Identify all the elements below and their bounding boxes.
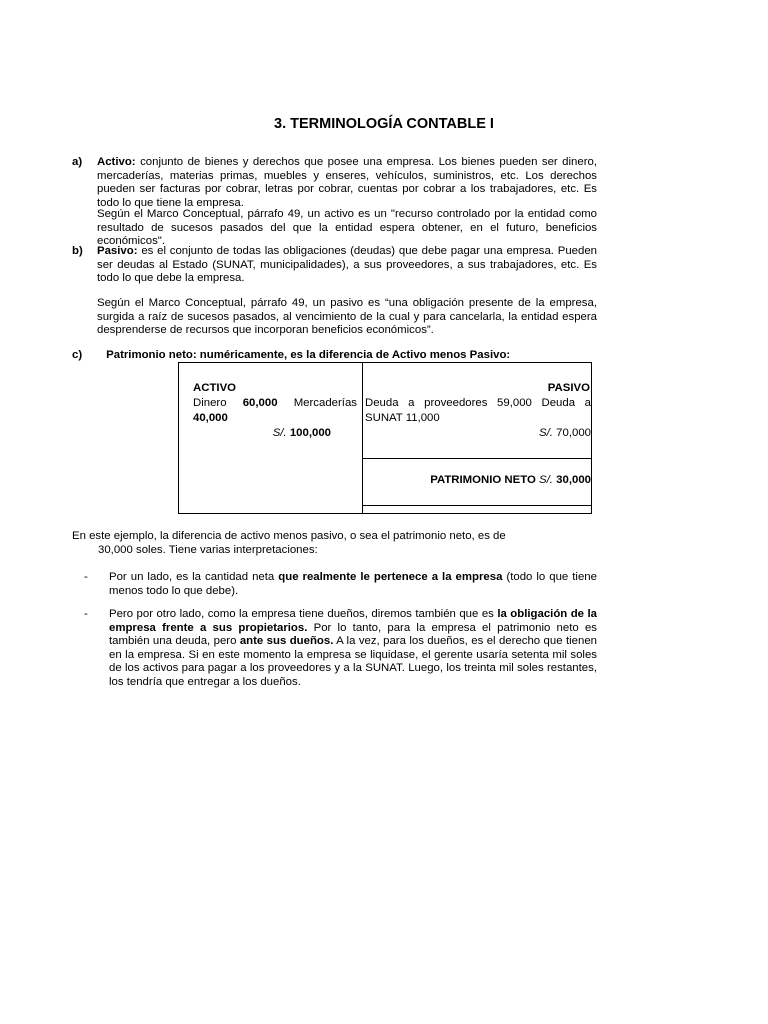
pasivo-detail: Deuda a proveedores 59,000 Deuda a SUNAT 11,000	[365, 397, 591, 424]
activo-total	[193, 426, 331, 441]
patrimonio-neto-row	[365, 473, 591, 488]
item-marker: c)	[72, 349, 83, 361]
bullet-emphasis: que realmente le pertenece a la empresa	[278, 571, 503, 583]
bullet-text: A la vez, para los dueños, es el derecho que tienen en la empresa. Si en este momento la empresa se liquidase, el gerente usaría setenta mil soles de los activos para pagar a los proveedores y a la SUNAT. Luego, los treinta mil soles restantes, los tendría que entregar a los dueños.	[109, 635, 598, 688]
currency-symbol: S/.	[539, 427, 553, 439]
page-title: 3. TERMINOLOGÍA CONTABLE I	[274, 116, 494, 132]
definition-activo: conjunto de bienes y derechos que posee una empresa. Los bienes pueden ser dinero, mercaderías, materias primas, muebles y enseres, vehículos, suministros, etc. Los derechos pueden ser facturas por cobrar, letras por cobrar, cuentas por cobrar a los trabajadores, etc. Es todo lo que tiene la empresa.	[97, 156, 597, 209]
t-account-separator	[363, 458, 591, 459]
bullet-dash: -	[84, 608, 88, 620]
dinero-label: Dinero	[193, 397, 227, 409]
pasivo-header: PASIVO	[547, 382, 590, 394]
bullet-text: (todo lo que tiene menos todo lo que debe).	[109, 571, 597, 597]
example-paragraph	[72, 530, 552, 557]
activo-total-value: 100,000	[289, 427, 331, 439]
item-marker: b)	[72, 245, 83, 257]
heading-patrimonio: Patrimonio neto: numéricamente, es la diferencia de Activo menos Pasivo:	[106, 349, 511, 361]
bullet-item	[84, 608, 597, 690]
term-activo: Activo:	[97, 156, 136, 168]
bullet-text: Por lo tanto, para la empresa el patrimonio neto es también una deuda, pero	[109, 621, 597, 648]
mercaderias-label: Mercaderías	[293, 397, 357, 409]
patrimonio-label: PATRIMONIO NETO	[430, 474, 536, 486]
activo-detail	[193, 396, 357, 426]
note-activo: Según el Marco Conceptual, párrafo 49, un activo es un "recurso controlado por la entidad como resultado de sucesos pasados del que la entidad espera obtener, en el futuro, beneficios económicos".	[97, 208, 597, 248]
note-pasivo: Según el Marco Conceptual, párrafo 49, un pasivo es “una obligación presente de la empresa, surgida a raíz de sucesos pasados, al vencimiento de la cual y para cancelarla, la entidad espera desprenderse de recursos que incorporan beneficios económicos”.	[97, 297, 597, 337]
currency-symbol: S/.	[272, 427, 287, 439]
t-account-table	[178, 362, 592, 514]
currency-symbol: S/.	[539, 474, 553, 486]
mercaderias-value: 40,000	[193, 412, 228, 424]
item-patrimonio	[72, 348, 510, 362]
example-line-1: En este ejemplo, la diferencia de activo menos pasivo, o sea el patrimonio neto, es de	[72, 530, 506, 542]
bullet-emphasis: la obligación de la empresa frente a sus propietarios.	[109, 608, 597, 634]
dinero-value: 60,000	[242, 397, 278, 409]
activo-header: ACTIVO	[193, 382, 237, 394]
bullet-item	[84, 571, 597, 598]
pasivo-total	[365, 426, 591, 441]
bullet-emphasis: ante sus dueños.	[239, 635, 334, 648]
definition-pasivo: es el conjunto de todas las obligaciones (deudas) que debe pagar una empresa. Pueden ser deudas al Estado (SUNAT, municipalidades), a sus proveedores, a sus trabajadores, etc. Es todo lo que debe la empresa.	[97, 245, 597, 285]
example-line-2: 30,000 soles. Tiene varias interpretaciones:	[98, 543, 318, 556]
item-activo	[72, 156, 597, 210]
t-account-bottom-line	[363, 505, 591, 506]
bullet-text: Pero por otro lado, como la empresa tiene dueños, diremos también que es	[109, 608, 498, 620]
bullet-dash: -	[84, 571, 88, 583]
bullet-text: Por un lado, es la cantidad neta	[109, 571, 279, 583]
t-account-divider	[362, 363, 363, 513]
item-marker: a)	[72, 156, 83, 168]
patrimonio-value: 30,000	[556, 474, 591, 486]
term-pasivo: Pasivo:	[97, 245, 138, 257]
pasivo-total-value: 70,000	[556, 427, 591, 439]
item-pasivo	[72, 245, 597, 286]
